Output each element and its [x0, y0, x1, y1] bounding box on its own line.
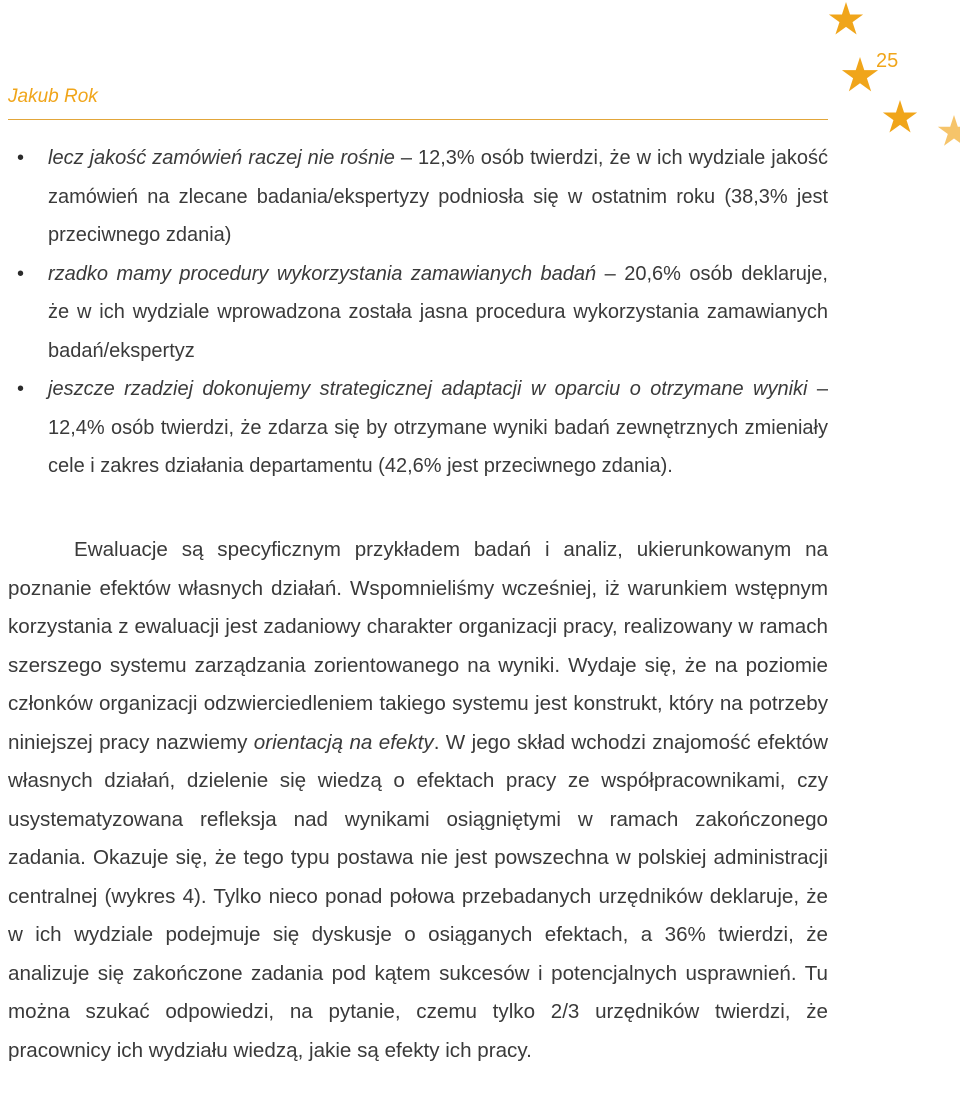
star-icon: [829, 2, 863, 35]
star-icon: [842, 57, 878, 91]
list-item: [0, 370, 828, 486]
bullet-text: – 12,3% osób twierdzi, że w ich wydziale jakość zamówień na zlecane badania/ekspertyzy podniosła się w ostatnim roku (38,3% jest przeciwnego zdania): [48, 147, 828, 246]
star-icon: [938, 115, 960, 146]
bullet-text: – 20,6% osób deklaruje, że w ich wydziale wprowadzona została jasna procedura wykorzystania zamawianych badań/ekspertyz: [48, 262, 828, 362]
paragraph-text: Ewaluacje są specyficznym przykładem badań i analiz, ukierunkowanym na poznanie efektów własnych działań. Wspomnieliśmy wcześniej, iż warunkiem wstępnym korzystania z ewaluacji jest zadaniowy charakter organizacji pracy, realizowany w ramach szerszego systemu zarządzania zorientowanego na wyniki. Wydaje się, że na poziomie członków organizacji odzwierciedleniem takiego systemu jest konstrukt, który na potrzeby niniejszej pracy nazwiemy: [8, 538, 828, 754]
bullet-lead: rzadko mamy procedury wykorzystania zamawianych badań: [48, 262, 597, 285]
running-head-author: Jakub Rok: [8, 86, 98, 107]
star-decoration: [818, 0, 960, 160]
bullet-lead: jeszcze rzadziej dokonujemy strategicznej adaptacji w oparciu o otrzymane wyniki: [48, 378, 808, 400]
paragraph-emphasis: orientacją na efekty: [253, 730, 434, 754]
list-item: [0, 255, 828, 371]
bullet-lead: lecz jakość zamówień raczej nie rośnie: [48, 147, 395, 169]
paragraph-text: . W jego skład wchodzi znajomość efektów własnych działań, dzielenie się wiedzą o efektach pracy ze współpracownikami, czy usystematyzowana refleksja nad wynikami osiągniętymi w ramach zakończonego zadania. Okazuje się, że tego typu postawa nie jest powszechna w polskiej administracji centralnej (wykres 4). Tylko nieco ponad połowa przebadanych urzędników deklaruje, że w ich wydziale podejmuje się dyskusje o osiąganych efektach, a 36% twierdzi, że analizuje się zakończone zadania pod kątem sukcesów i potencjalnych usprawnień. Tu można szukać odpowiedzi, na pytanie, czemu tylko 2/3 urzędników twierdzi, że pracownicy ich wydziału wiedzą, jakie są efekty ich pracy.: [8, 730, 828, 1062]
bullet-list: [0, 139, 840, 486]
header-rule: [8, 119, 828, 120]
body-paragraph: [8, 531, 828, 1070]
list-item: [0, 139, 828, 255]
bullet-text: – 12,4% osób twierdzi, że zdarza się by otrzymane wyniki badań zewnętrznych zmieniały cele i zakres działania departamentu (42,6% jest przeciwnego zdania).: [48, 378, 829, 477]
star-icon: [883, 100, 917, 133]
page-number: 25: [876, 50, 899, 72]
